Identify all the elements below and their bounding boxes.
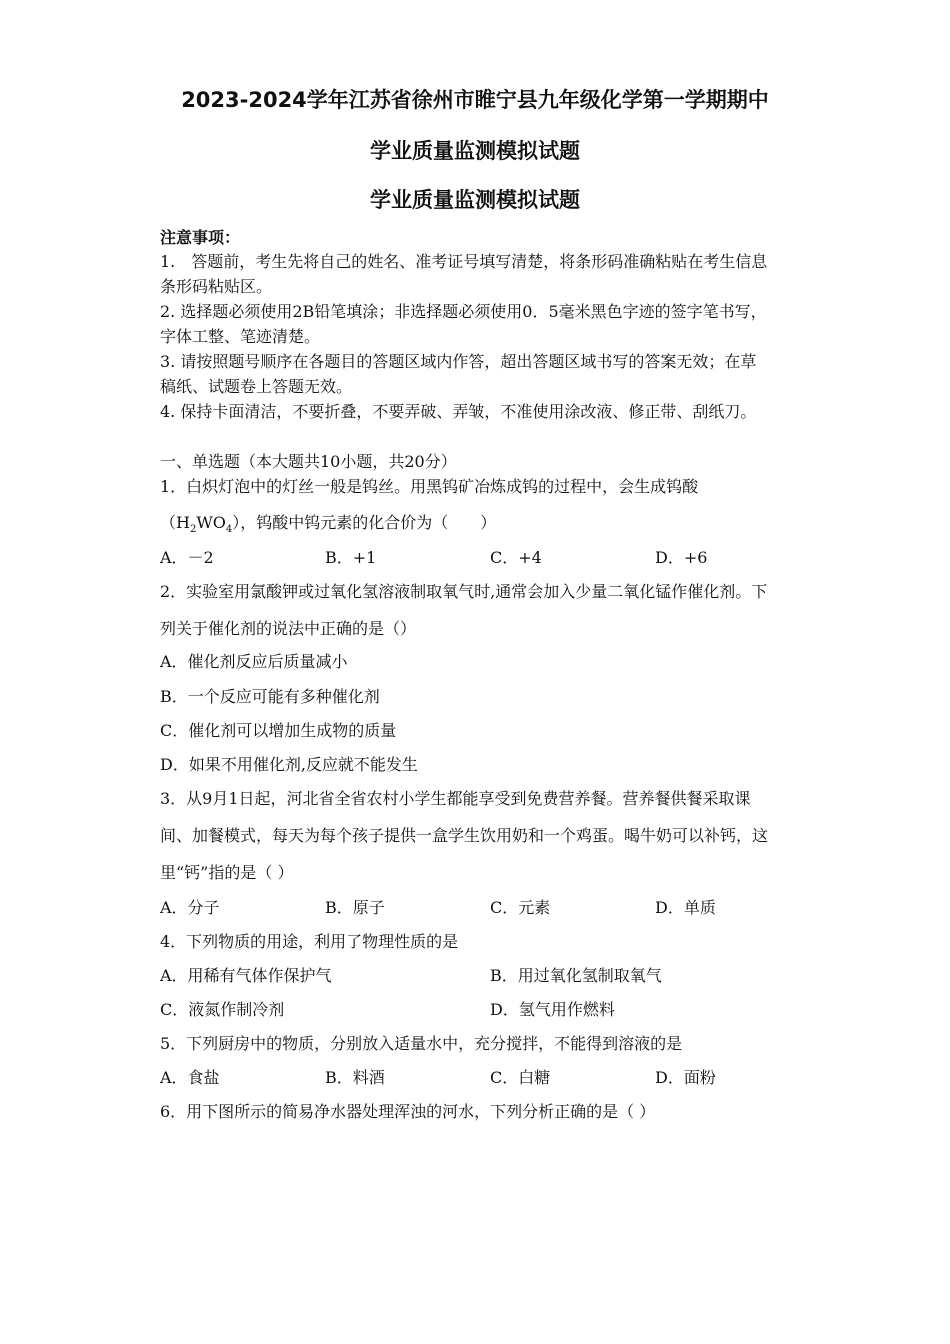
- option-c[interactable]: C．液氮作制冷剂: [160, 1000, 285, 1019]
- option-b[interactable]: B．原子: [325, 898, 385, 917]
- option-a[interactable]: A．分子: [160, 898, 220, 917]
- option-a[interactable]: A．用稀有气体作保护气: [160, 966, 332, 985]
- option-a[interactable]: A．催化剂反应后质量减小: [160, 652, 348, 671]
- section-heading: 一、单选题（本大题共10小题，共20分）: [160, 452, 457, 471]
- option-d[interactable]: D．如果不用催化剂,反应就不能发生: [160, 755, 418, 774]
- question-3-text: 里“钙”指的是（ ）: [160, 863, 294, 882]
- formula-sub-1: 2: [189, 524, 197, 536]
- option-b[interactable]: B．一个反应可能有多种催化剂: [160, 687, 380, 706]
- title-line-3: 学业质量监测模拟试题: [370, 188, 580, 212]
- title-line-2: 学业质量监测模拟试题: [370, 139, 580, 163]
- notice-heading: 注意事项：: [160, 228, 241, 247]
- question-2-text: 列关于催化剂的说法中正确的是（）: [160, 619, 417, 638]
- formula-sub-2: 4: [225, 524, 233, 536]
- notice-item: 字体工整、笔迹清楚。: [160, 327, 321, 346]
- question-3-text: 间、加餐模式，每天为每个孩子提供一盒学生饮用奶和一个鸡蛋。喝牛奶可以补钙，这: [160, 826, 769, 845]
- question-3-text: 3．从9月1日起，河北省全省农村小学生都能享受到免费营养餐。营养餐供餐采取课: [160, 789, 751, 808]
- title-line-1: 2023-2024学年江苏省徐州市睢宁县九年级化学第一学期期中: [181, 88, 769, 112]
- question-2-text: 2．实验室用氯酸钾或过氧化氢溶液制取氧气时,通常会加入少量二氧化锰作催化剂。下: [160, 582, 768, 601]
- question-1-formula: [160, 513, 497, 536]
- option-a[interactable]: A．食盐: [160, 1068, 220, 1087]
- option-d[interactable]: D．面粉: [655, 1068, 716, 1087]
- option-c[interactable]: C．+4: [490, 548, 542, 567]
- formula-close: ），钨酸中钨元素的化合价为（ ）: [232, 513, 497, 532]
- option-b[interactable]: B．料酒: [325, 1068, 385, 1087]
- question-6-text: 6．用下图所示的简易净水器处理浑浊的河水，下列分析正确的是（ ）: [160, 1102, 656, 1121]
- notice-item: 4. 保持卡面清洁，不要折叠，不要弄破、弄皱，不准使用涂改液、修正带、刮纸刀。: [160, 402, 757, 421]
- option-c[interactable]: C．白糖: [490, 1068, 551, 1087]
- option-a[interactable]: A．－2: [160, 548, 214, 567]
- option-b[interactable]: B．+1: [325, 548, 377, 567]
- option-c[interactable]: C．元素: [490, 898, 551, 917]
- formula-mid: WO: [196, 513, 226, 532]
- option-d[interactable]: D．+6: [655, 548, 708, 567]
- question-5-text: 5．下列厨房中的物质，分别放入适量水中，充分搅拌，不能得到溶液的是: [160, 1034, 683, 1053]
- notice-item: 2. 选择题必须使用2B铅笔填涂；非选择题必须使用0．5毫米黑色字迹的签字笔书写，: [160, 302, 767, 321]
- formula-open: （H: [160, 513, 190, 532]
- option-c[interactable]: C．催化剂可以增加生成物的质量: [160, 721, 397, 740]
- notice-item: 稿纸、试题卷上答题无效。: [160, 377, 353, 396]
- question-4-text: 4．下列物质的用途，利用了物理性质的是: [160, 932, 459, 951]
- option-b[interactable]: B．用过氧化氢制取氧气: [490, 966, 662, 985]
- notice-item: 条形码粘贴区。: [160, 277, 273, 296]
- option-d[interactable]: D．单质: [655, 898, 716, 917]
- option-d[interactable]: D．氢气用作燃料: [490, 1000, 615, 1019]
- question-1-text: 1．白炽灯泡中的灯丝一般是钨丝。用黑钨矿冶炼成钨的过程中，会生成钨酸: [160, 477, 699, 496]
- notice-item: 1. 答题前，考生先将自己的姓名、准考证号填写清楚，将条形码准确粘贴在考生信息: [160, 252, 768, 271]
- notice-item: 3. 请按照题号顺序在各题目的答题区域内作答，超出答题区域书写的答案无效；在草: [160, 352, 757, 371]
